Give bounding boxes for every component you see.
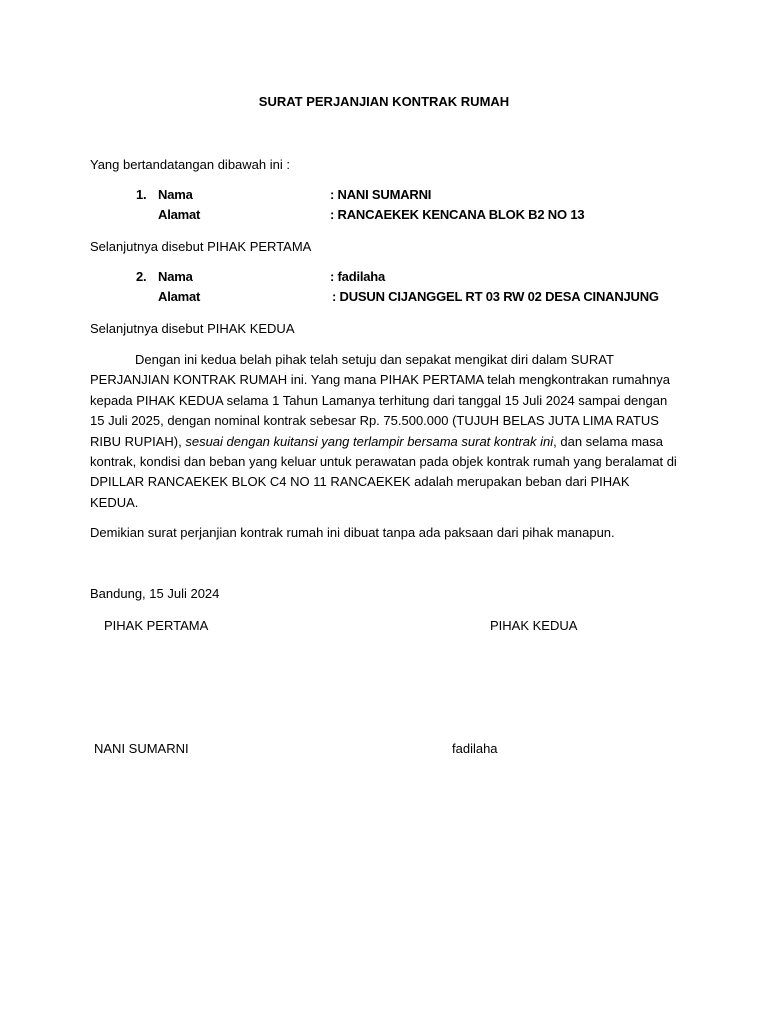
intro-text: Yang bertandatangan dibawah ini :: [90, 157, 290, 172]
party2-address-label: Alamat: [158, 289, 201, 304]
signature-first-party-label: PIHAK PERTAMA: [104, 618, 209, 633]
signature-second-party-name: fadilaha: [452, 741, 498, 756]
place-date: Bandung, 15 Juli 2024: [90, 586, 220, 601]
party1-address-label: Alamat: [158, 207, 201, 222]
closing-statement: Demikian surat perjanjian kontrak rumah ini dibuat tanpa ada paksaan dari pihak manapun.: [90, 525, 615, 540]
signature-second-party-label: PIHAK KEDUA: [490, 618, 578, 633]
party2-address-value: : DUSUN CIJANGGEL RT 03 RW 02 DESA CINANJUNG: [332, 289, 659, 304]
agreement-text-italic: sesuai dengan kuitansi yang terlampir bersama surat kontrak ini: [185, 433, 554, 449]
party1-number: 1.: [136, 187, 147, 202]
party2-name-value: : fadilaha: [330, 269, 386, 284]
agreement-text-part1: Dengan ini kedua belah pihak telah setuju dan sepakat mengikat diri dalam SURAT PERJANJIAN KONTRAK RUMAH ini. Yang mana PIHAK PERTAMA telah mengkontrakan rumahnya kepada PIHAK KEDUA selama 1 Tahun Lamanya terhitung dari tanggal 15 Juli 2024 sampai dengan 15 Juli 2025, dengan nominal kontrak sebesar Rp. 75.500.000 (TUJUH BELAS JUTA LIMA RATUS RIBU RUPIAH),: [90, 352, 670, 449]
party2-number: 2.: [136, 269, 147, 284]
document-title: SURAT PERJANJIAN KONTRAK RUMAH: [258, 94, 510, 109]
party1-name-label: Nama: [158, 187, 193, 202]
party2-name-label: Nama: [158, 269, 193, 284]
party1-name-value: : NANI SUMARNI: [330, 187, 432, 202]
agreement-paragraph: [90, 350, 680, 513]
party1-designation: Selanjutnya disebut PIHAK PERTAMA: [90, 239, 312, 254]
party2-designation: Selanjutnya disebut PIHAK KEDUA: [90, 321, 295, 336]
agreement-text-part3: , dan selama masa kontrak, kondisi dan beban yang keluar untuk perawatan pada objek kontrak rumah yang beralamat di DPILLAR RANCAEKEK BLOK C4 NO 11 RANCAEKEK adalah merupakan beban dari PIHAK KEDUA.: [90, 433, 677, 510]
party1-address-value: : RANCAEKEK KENCANA BLOK B2 NO 13: [330, 207, 585, 222]
signature-first-party-name: NANI SUMARNI: [94, 741, 189, 756]
